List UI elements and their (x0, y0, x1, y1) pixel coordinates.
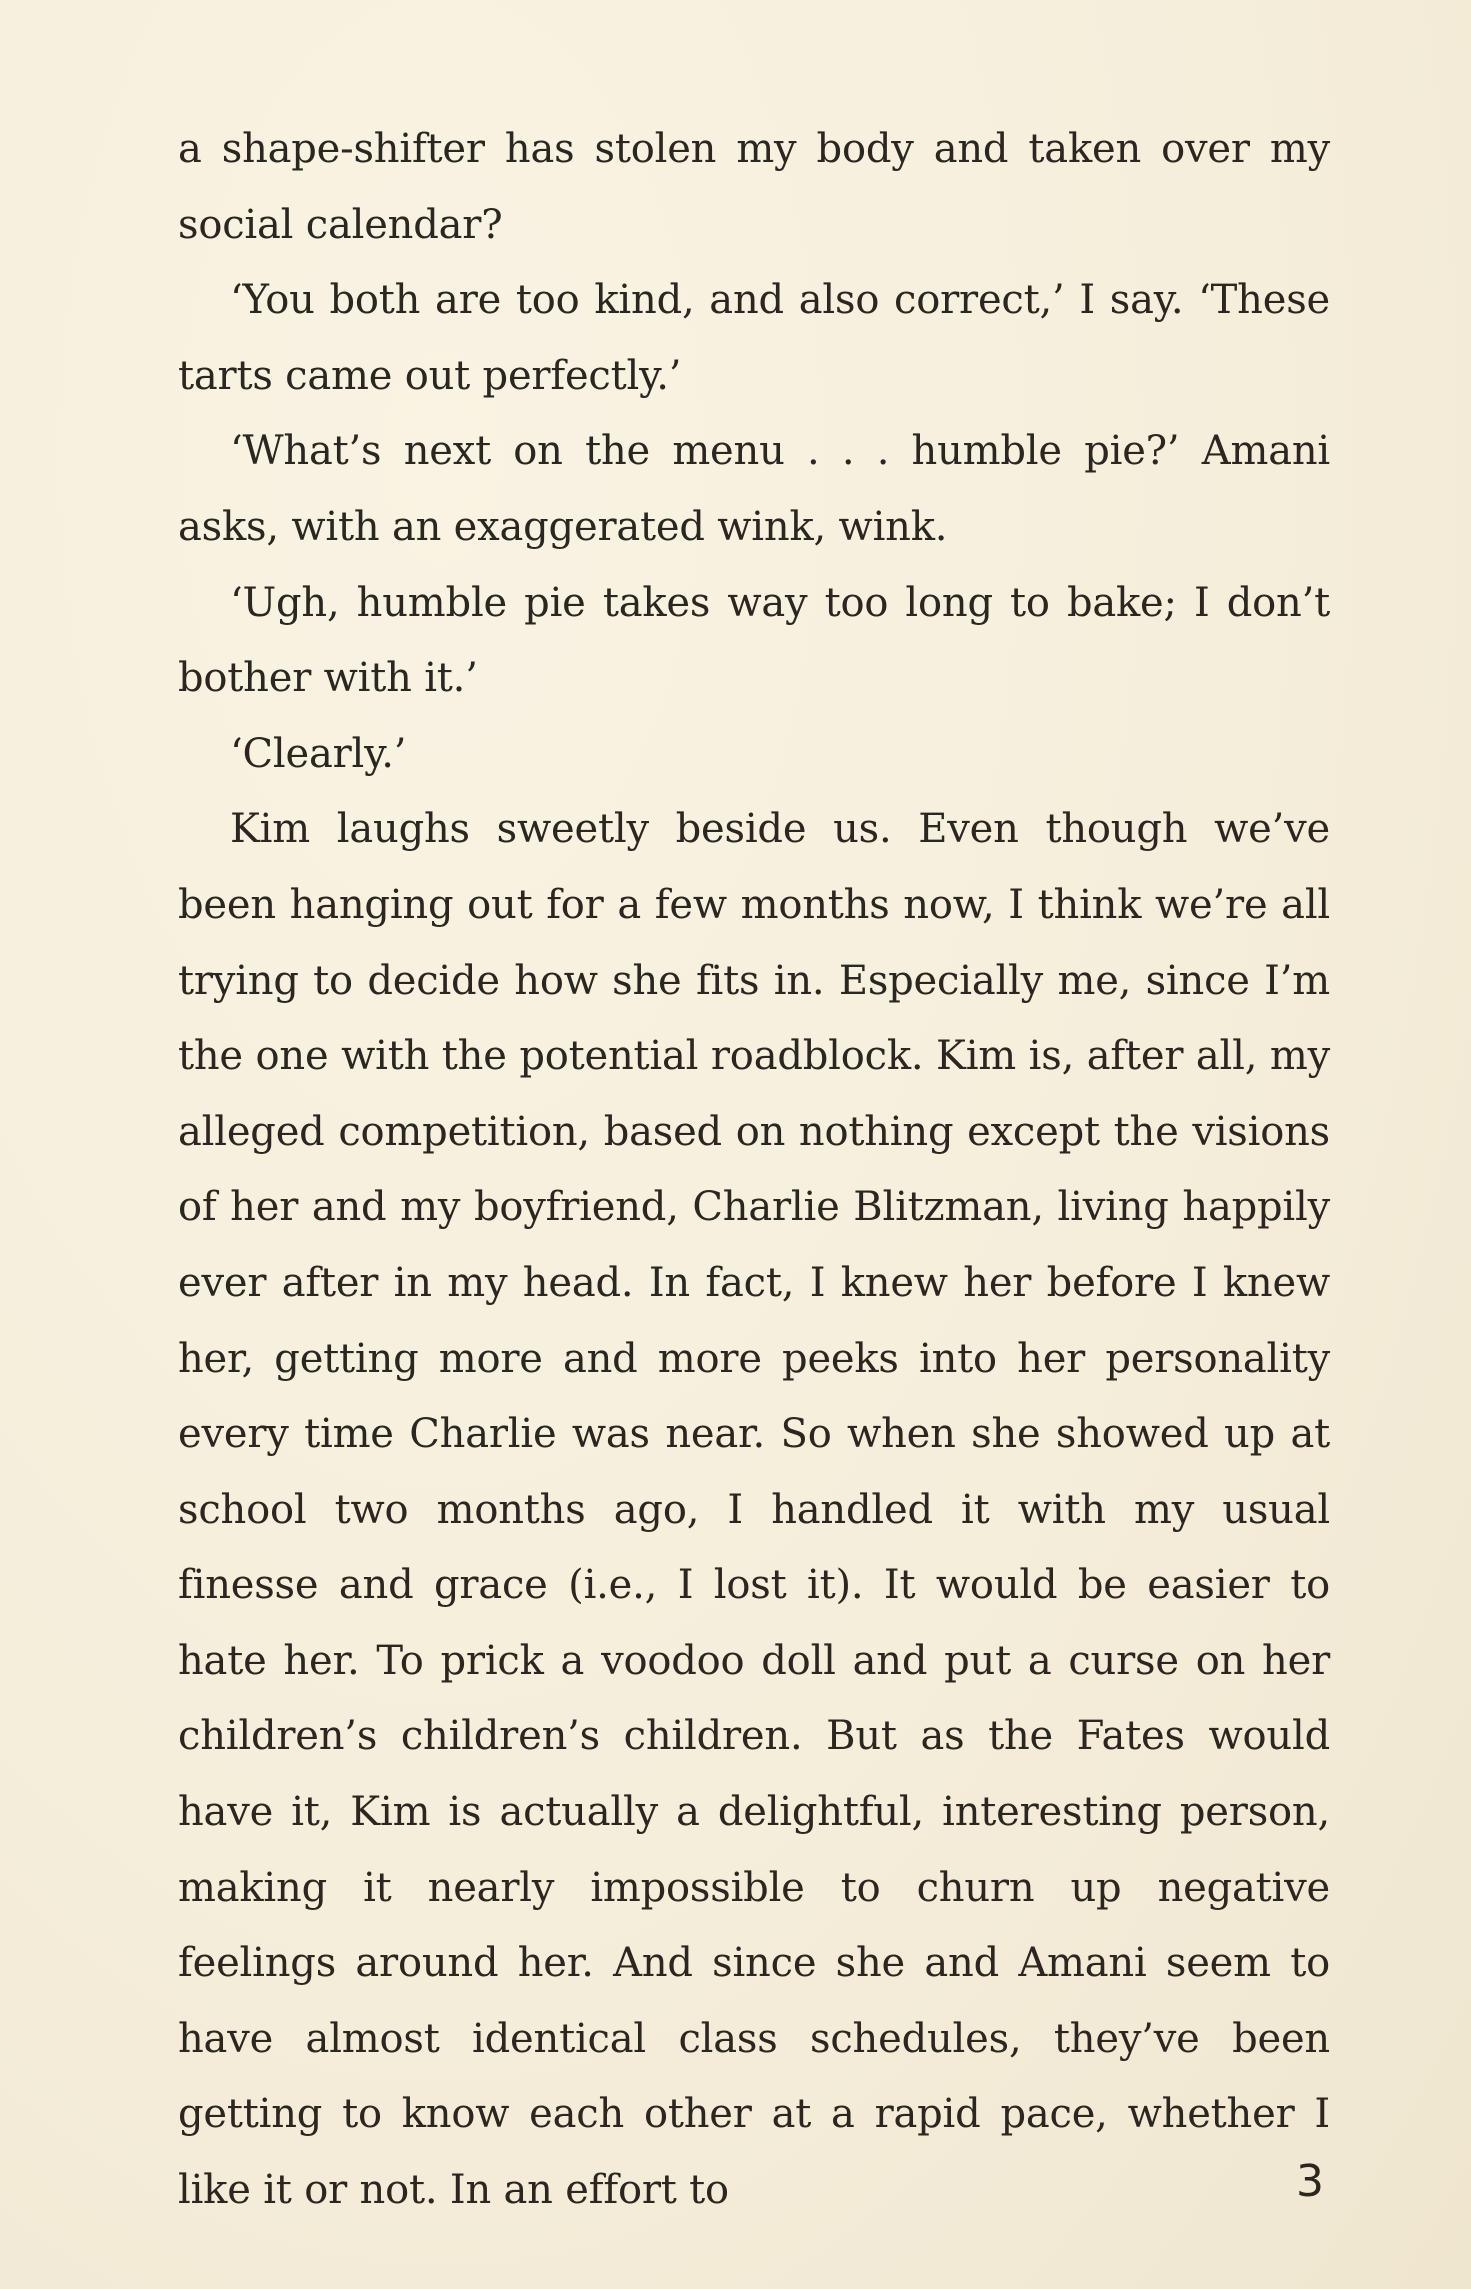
page-number: 3 (1296, 2156, 1324, 2207)
paragraph: Kim laughs sweetly beside us. Even though we’ve been hanging out for a few months now, I think we’re all trying to decide how she fits in. Especially me, since I’m the one with the potential roadblock. Kim is, after all, my alleged competition, based on nothing except the visions of her and my boyfriend, Charlie Blitzman, living happily ever after in my head. In fact, I knew her before I knew her, getting more and more peeks into her personality every time Charlie was near. So when she showed up at school two months ago, I handled it with my usual finesse and grace (i.e., I lost it). It would be easier to hate her. To prick a voodoo doll and put a curse on her children’s children’s children. But as the Fates would have it, Kim is actually a delightful, interesting person, making it nearly impossible to churn up negative feelings around her. And since she and Amani seem to have almost identical class schedules, they’ve been getting to know each other at a rapid pace, whether I like it or not. In an effort to (178, 806, 1330, 2214)
paragraph: ‘You both are too kind, and also correct,’ I say. ‘These tarts came out perfectly.’ (178, 277, 1330, 399)
paragraph: ‘Ugh, humble pie takes way too long to bake; I don’t bother with it.’ (178, 579, 1330, 702)
paragraph: ‘What’s next on the menu . . . humble pie?’ Amani asks, with an exaggerated wink, wink. (178, 428, 1330, 550)
paragraph: ‘Clearly.’ (230, 730, 407, 777)
body-text (178, 112, 1330, 2229)
paragraph-continuation: a shape-shifter has stolen my body and taken over my social calendar? (178, 126, 1330, 248)
